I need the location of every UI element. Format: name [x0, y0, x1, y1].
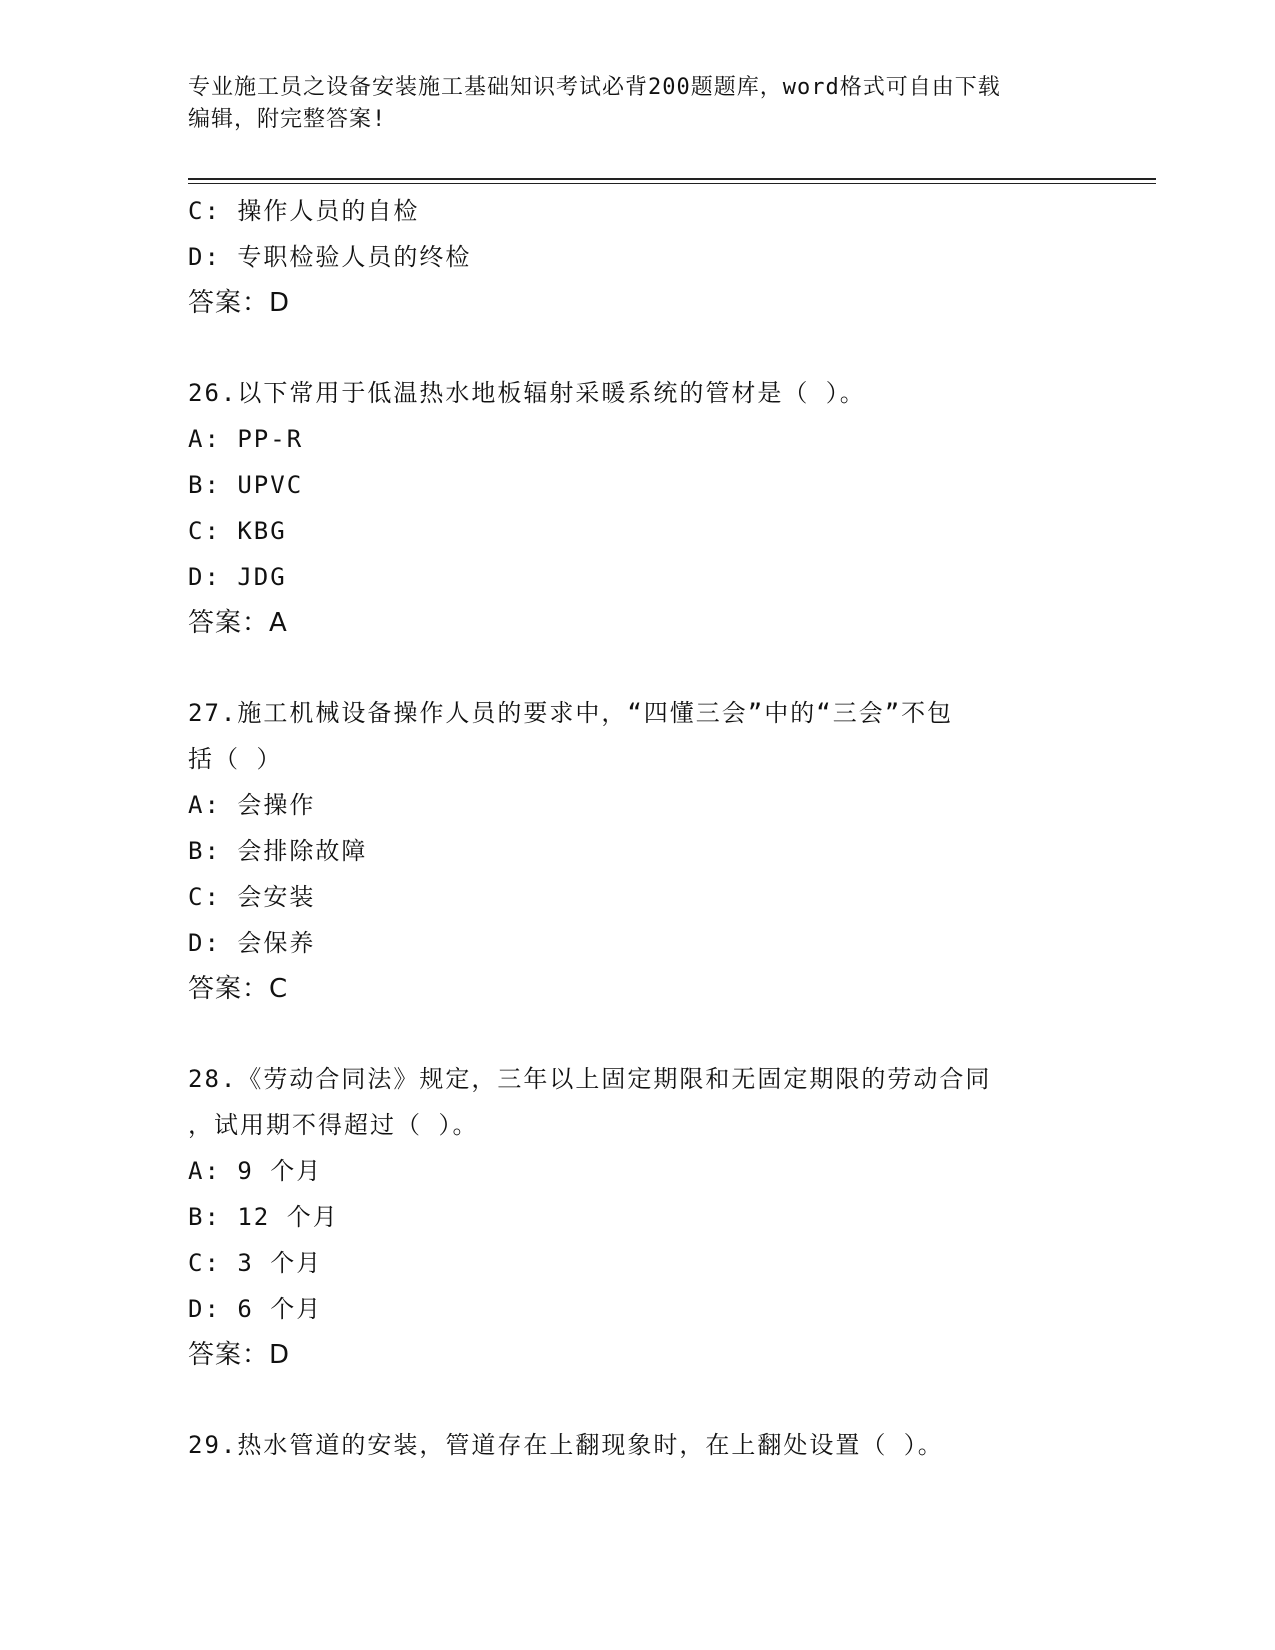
question-26-option-a: A: PP-R — [188, 425, 304, 453]
document-body — [188, 188, 1088, 1468]
option-c: C: 操作人员的自检 — [188, 197, 420, 225]
question-27-stem-line-1: 27.施工机械设备操作人员的要求中，“四懂三会”中的“三会”不包 — [188, 699, 954, 727]
question-27-option-d: D: 会保养 — [188, 929, 316, 957]
question-27-option-b: B: 会排除故障 — [188, 837, 368, 865]
spacer — [188, 1012, 1088, 1056]
header-line-1: 专业施工员之设备安装施工基础知识考试必背200题题库，word格式可自由下载 — [188, 75, 1001, 100]
question-28-option-a: A: 9 个月 — [188, 1157, 323, 1185]
question-26-option-b: B: UPVC — [188, 471, 304, 499]
option-d: D: 专职检验人员的终检 — [188, 243, 472, 271]
question-28-stem-line-2: ，试用期不得超过（ ）。 — [188, 1111, 479, 1139]
question-28-answer: 答案：D — [188, 1340, 291, 1370]
question-27-option-a: A: 会操作 — [188, 791, 316, 819]
question-29-stem: 29.热水管道的安装，管道存在上翻现象时，在上翻处设置（ ）。 — [188, 1431, 944, 1459]
question-28-option-c: C: 3 个月 — [188, 1249, 323, 1277]
header-line-2: 编辑，附完整答案! — [188, 107, 387, 132]
question-27-answer: 答案：C — [188, 974, 289, 1004]
spacer — [188, 326, 1088, 370]
question-28-option-d: D: 6 个月 — [188, 1295, 323, 1323]
answer-line: 答案：D — [188, 288, 291, 318]
spacer — [188, 646, 1088, 690]
question-26-option-c: C: KBG — [188, 517, 287, 545]
document-header — [188, 72, 1088, 136]
question-26-option-d: D: JDG — [188, 563, 287, 591]
question-26-stem: 26.以下常用于低温热水地板辐射采暖系统的管材是（ ）。 — [188, 379, 866, 407]
header-divider — [188, 178, 1156, 184]
question-27-option-c: C: 会安装 — [188, 883, 316, 911]
question-27-stem-line-2: 括（ ） — [188, 745, 283, 773]
spacer — [188, 1378, 1088, 1422]
question-28-stem-line-1: 28.《劳动合同法》规定，三年以上固定期限和无固定期限的劳动合同 — [188, 1065, 992, 1093]
question-26-answer: 答案：A — [188, 608, 288, 638]
question-28-option-b: B: 12 个月 — [188, 1203, 339, 1231]
